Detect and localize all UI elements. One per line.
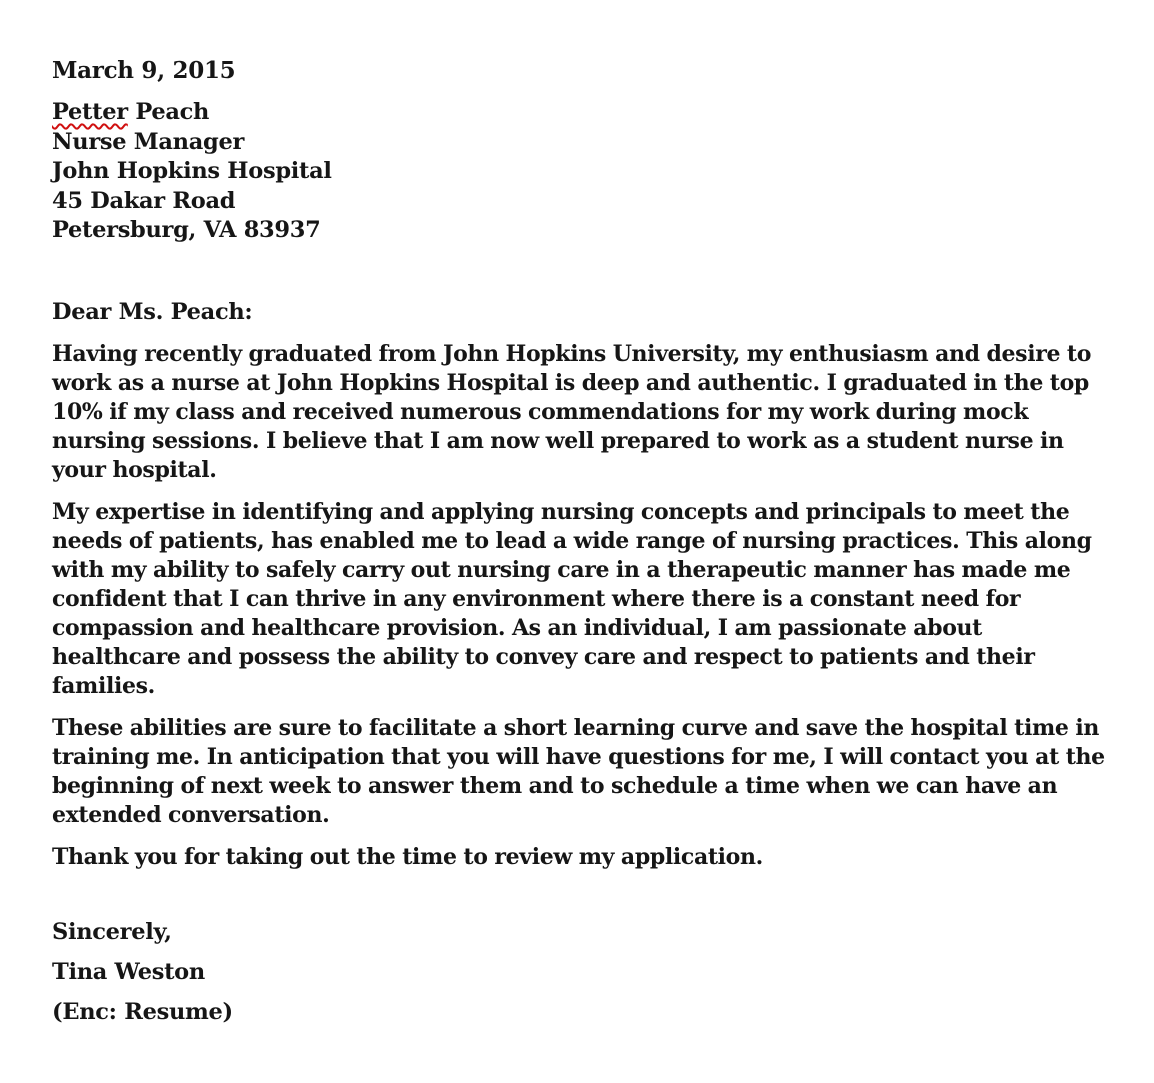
enclosure-note: (Enc: Resume) bbox=[52, 998, 233, 1025]
body-paragraph: My expertise in identifying and applying nursing concepts and principals to meet the needs of patients, has enabled me to lead a wide range of nursing practices. This along with my ability to safely carry out nursing care in a therapeutic manner has made me confident that I can thrive in any environment where there is a constant need for compassion and healthcare provision. As an individual, I am passionate about healthcare and possess the ability to convey care and respect to patients and their families. bbox=[52, 498, 1092, 699]
recipient-name bbox=[52, 98, 1108, 128]
recipient-street: 45 Dakar Road bbox=[52, 187, 236, 214]
body-paragraph: Thank you for taking out the time to review my application. bbox=[52, 843, 763, 870]
letter-body bbox=[52, 340, 1108, 872]
closing-block bbox=[52, 918, 1108, 1027]
recipient-organization: John Hopkins Hospital bbox=[52, 158, 332, 184]
recipient-name-rest: Peach bbox=[127, 99, 210, 125]
recipient-title: Nurse Manager bbox=[52, 128, 245, 155]
body-paragraph: These abilities are sure to facilitate a short learning curve and save the hospital time in training me. In anticipation that you will have questions for me, I will contact you at the beginning of next week to answer them and to schedule a time when we can have an extended conversation. bbox=[52, 714, 1105, 828]
salutation: Dear Ms. Peach: bbox=[52, 298, 253, 325]
recipient-city-state-zip: Petersburg, VA 83937 bbox=[52, 217, 321, 243]
misspelled-word: Petter bbox=[52, 99, 128, 125]
date-line: March 9, 2015 bbox=[52, 57, 236, 84]
signature-name: Tina Weston bbox=[52, 958, 205, 985]
valediction: Sincerely, bbox=[52, 918, 172, 945]
recipient-address-block bbox=[52, 98, 1108, 246]
body-paragraph: Having recently graduated from John Hopkins University, my enthusiasm and desire to work as a nurse at John Hopkins Hospital is deep and authentic. I graduated in the top 10% if my class and received numerous commendations for my work during mock nursing sessions. I believe that I am now well prepared to work as a student nurse in your hospital. bbox=[52, 340, 1092, 483]
